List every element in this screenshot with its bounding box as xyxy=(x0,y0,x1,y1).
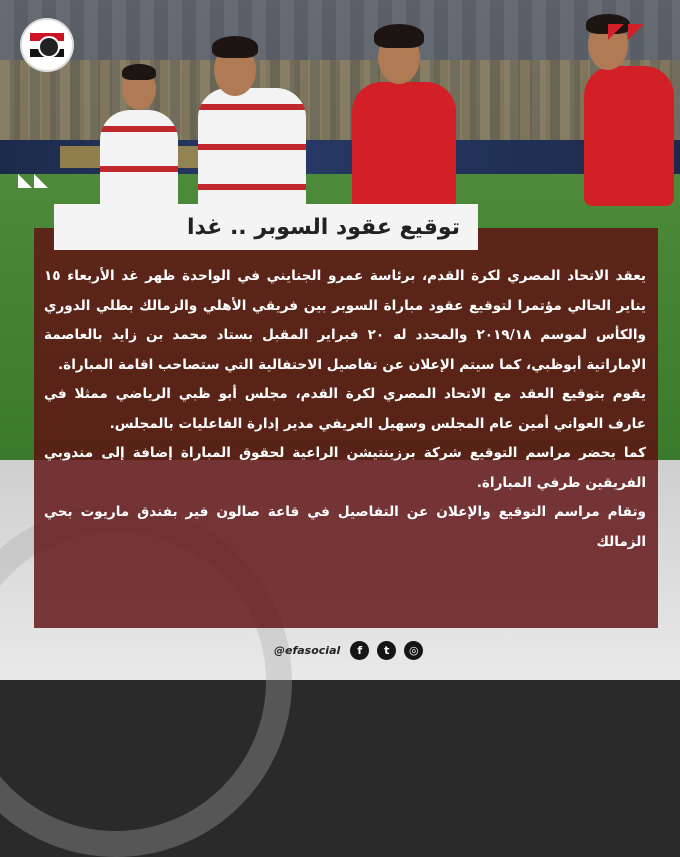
decor-triangle-red xyxy=(628,24,644,40)
facebook-icon[interactable]: f xyxy=(350,641,369,660)
football-icon xyxy=(38,36,60,58)
player-hair xyxy=(374,24,424,48)
decor-triangle-white xyxy=(18,174,32,188)
title-bar xyxy=(54,204,478,250)
paragraph: وتقام مراسم التوقيع والإعلان عن التفاصيل في قاعة صالون فير بفندق ماريوت بحي الزمالك xyxy=(44,504,646,550)
paragraph: كما يحضر مراسم التوقيع شركة برزينتيشن الراعية لحقوق المباراة إضافة إلى مندوبي الفريقين طرفي المباراة. xyxy=(44,445,646,491)
player-red-right xyxy=(584,66,674,206)
instagram-icon[interactable]: ◎ xyxy=(404,641,423,660)
social-footer xyxy=(274,640,423,660)
player-red-center xyxy=(352,82,456,212)
social-handle[interactable]: @efasocial xyxy=(274,643,341,657)
efa-logo xyxy=(22,20,72,70)
decor-triangle-red xyxy=(608,24,624,40)
twitter-icon[interactable]: t xyxy=(377,641,396,660)
post-body xyxy=(44,262,646,557)
paragraph: يعقد الاتحاد المصري لكرة القدم، برئاسة عمرو الجنايني في الواحدة ظهر غد الأربعاء ١٥ يناير الحالي مؤتمرا لتوقيع عقود مباراة السوبر بين فريقي الأهلي والزمالك بطلي الدوري والكأس لموسم ٢٠١٩/١٨ والمحدد له ٢٠ فبراير المقبل بستاد محمد بن زايد بالعاصمة الإماراتية أبوظبي، كما سيتم الإعلان عن تفاصيل الاحتفالية التي ستصاحب اقامة المباراة. xyxy=(44,268,646,373)
post-title: توقيع عقود السوبر .. غدا xyxy=(187,214,460,240)
decor-triangle-white xyxy=(34,174,48,188)
player-white-center xyxy=(198,88,306,218)
player-hair xyxy=(212,36,258,58)
paragraph: يقوم بتوقيع العقد مع الاتحاد المصري لكرة القدم، مجلس أبو ظبي الرياضي ممثلا في عارف العواني أمين عام المجلس وسهيل العريفي مدير إدارة الفاعليات بالمجلس. xyxy=(44,386,646,432)
player-hair xyxy=(122,64,156,80)
